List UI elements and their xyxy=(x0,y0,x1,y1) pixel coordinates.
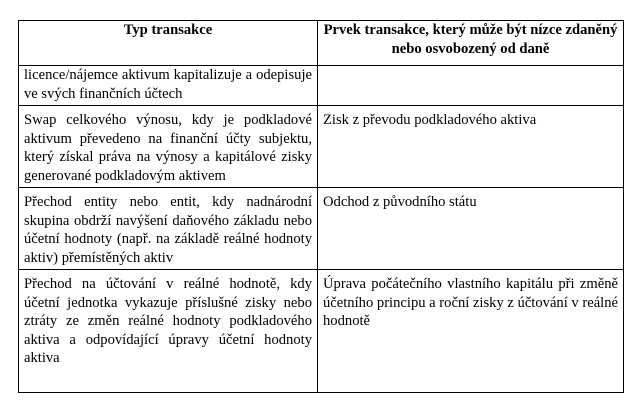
cell-transaction-type: Přechod na účtování v reálné hodnotě, kdy účetní jednotka vykazuje příslušné zisky nebo ztráty ze změn reálné hodnoty podkladového aktiva a odpovídající úpravy účetní hodnoty aktiva xyxy=(19,270,318,393)
cell-transaction-type: Přechod entity nebo entit, kdy nadnárodní skupina obdrží navýšení daňového základu nebo účetní hodnoty (např. na základě reálné hodnoty aktiv) přemístěných aktiv xyxy=(19,188,318,270)
table-row xyxy=(19,188,624,270)
table-header-row xyxy=(19,21,624,66)
table-row xyxy=(19,270,624,393)
transaction-table xyxy=(18,20,624,393)
cell-transaction-element: Odchod z původního státu xyxy=(318,188,624,270)
cell-transaction-type: Swap celkového výnosu, kdy je podkladové aktivum převedeno na finanční účty subjektu, který získal práva na výnosy a kapitálové zisky generované podkladovým aktivem xyxy=(19,106,318,188)
header-transaction-type: Typ transakce xyxy=(19,21,318,66)
table-row xyxy=(19,106,624,188)
cell-transaction-element: Zisk z převodu podkladového aktiva xyxy=(318,106,624,188)
cell-transaction-element: Úprava počátečního vlastního kapitálu při změně účetního principu a roční zisky z účtování v reálné hodnotě xyxy=(318,270,624,393)
cell-transaction-type: licence/nájemce aktivum kapitalizuje a odepisuje ve svých finančních účtech xyxy=(19,66,318,106)
cell-transaction-element xyxy=(318,66,624,106)
header-transaction-element: Prvek transakce, který může být nízce zdaněný nebo osvobozený od daně xyxy=(318,21,624,66)
table-row xyxy=(19,66,624,106)
